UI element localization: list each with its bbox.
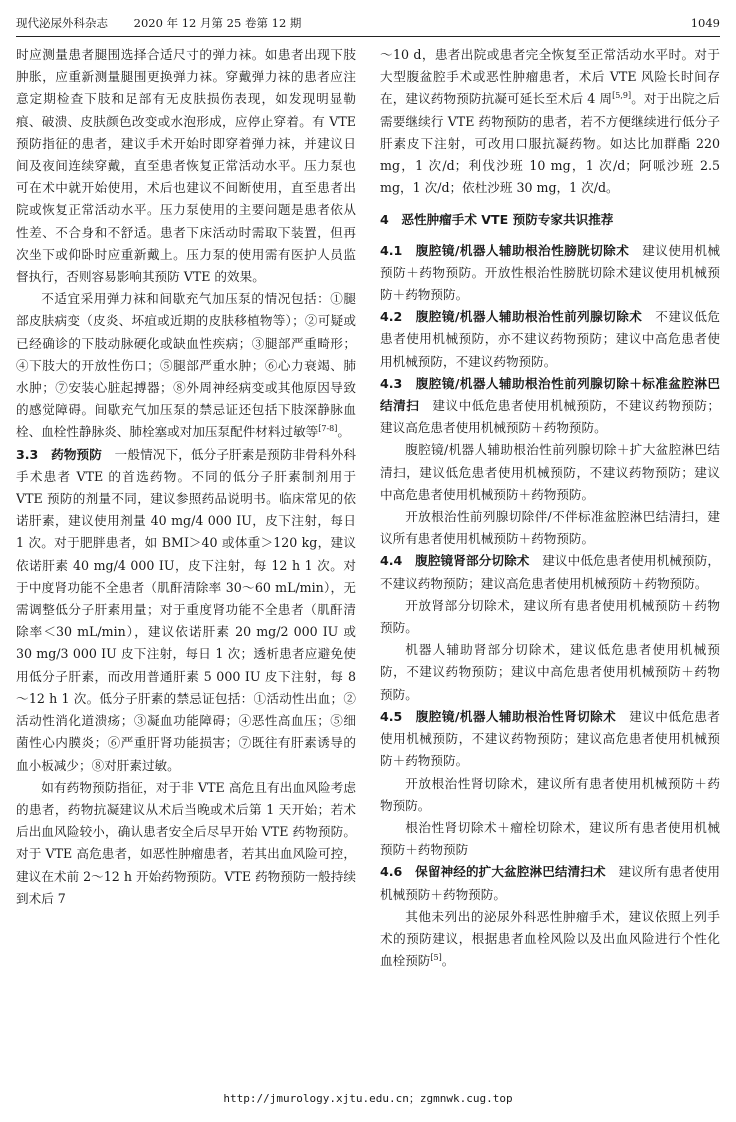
paragraph-text: 建议中低危患者使用机械预防，不建议药物预防；建议高危患者使用机械预防＋药物预防。 xyxy=(380,398,720,436)
paragraph-text: 。对于出院之后需要继续行 VTE 药物预防的患者，若不方便继续进行低分子肝素皮下注射，可改用口服抗凝药物。如达比加群酯 220 mg，1 次/d；利伐沙班 10 mg，1 次/d；阿哌沙班 2.5 mg，1 次/d；依杜沙班 30 mg，1 次/d。 xyxy=(380,91,720,196)
section-heading-3-3: 3.3 药物预防 xyxy=(16,446,102,462)
paragraph: 腹腔镜/机器人辅助根治性前列腺切除＋扩大盆腔淋巴结清扫，建议低危患者使用机械预防，不建议药物预防；建议中高危患者使用机械预防＋药物预防。 xyxy=(380,442,720,502)
paragraph: 时应测量患者腿围选择合适尺寸的弹力袜。如患者出现下肢肿胀，应重新测量腿围更换弹力袜。穿戴弹力袜的患者应注意定期检查下肢和足部有无皮肤损伤表现，如发现明显勒痕、破溃、皮肤颜色改变或水泡形成，应停止穿着。有 VTE 预防指征的患者，建议手术开始时即穿着弹力袜，并建议日间及夜间连续穿戴，直至患者恢复正常活动水平。压力泵也可在术中就开始使用，术后也建议不间断使用，直至患者出院或恢复正常活动水平。压力泵使用的主要问题是患者依从性差、不合身和不舒适。患者下床活动时需取下装置，但再次坐下或仰卧时应重新戴上。压力泵的使用需有医护人员监督执行，否则容易影响其预防 VTE 的效果。 xyxy=(16,47,356,285)
page-number: 1049 xyxy=(690,16,720,30)
paragraph xyxy=(16,444,356,777)
citation: [5,9] xyxy=(612,91,632,101)
paragraph-text: 建议中低危患者使用机械预防，不建议药物预防；建议高危患者使用机械预防＋药物预防。 xyxy=(380,708,720,769)
paragraph xyxy=(380,373,720,440)
issue-info: 2020 年 12 月第 25 卷第 12 期 xyxy=(133,16,302,30)
paragraph: 根治性肾切除术＋瘤栓切除术，建议所有患者使用机械预防＋药物预防 xyxy=(380,819,720,858)
right-column xyxy=(380,44,720,1082)
paragraph-text: 。 xyxy=(337,424,350,440)
two-column-body xyxy=(16,44,720,1082)
citation: [5] xyxy=(430,952,442,962)
paragraph-text: 不适宜采用弹力袜和间歇充气加压泵的情况包括：①腿部皮肤病变（皮炎、坏疽或近期的皮肤移植物等）；②可疑或已经确诊的下肢动脉硬化或缺血性疾病；③腿部严重畸形；④下肢大的开放性伤口；⑤腿部严重水肿；⑥心力衰竭、肺水肿；⑦安装心脏起搏器；⑧外周神经病变或其他原因导致的感觉障碍。间歇充气加压泵的禁忌证还包括下肢深静脉血栓、血栓性静脉炎、肺栓塞或对加压泵配件材料过敏等 xyxy=(16,291,356,440)
paragraph-text: 建议所有患者使用机械预防＋药物预防。 xyxy=(380,864,720,902)
section-heading-4-1: 4.1 腹腔镜/机器人辅助根治性膀胱切除术 xyxy=(380,242,630,258)
section-heading-4-6: 4.6 保留神经的扩大盆腔淋巴结清扫术 xyxy=(380,864,606,880)
paragraph-text: 其他未列出的泌尿外科恶性肿瘤手术，建议依照上列手术的预防建议，根据患者血栓风险以及出血风险进行个性化血栓预防 xyxy=(380,908,720,969)
citation: [7-8] xyxy=(318,424,338,434)
header-left xyxy=(16,10,323,36)
section-heading-4-3: 4.3 腹腔镜/机器人辅助根治性前列腺切除＋标准盆腔淋巴结清扫 xyxy=(380,375,720,414)
paragraph xyxy=(380,906,720,973)
paragraph: 机器人辅助肾部分切除术，建议低危患者使用机械预防，不建议药物预防；建议中高危患者使用机械预防＋药物预防。 xyxy=(380,642,720,702)
paragraph xyxy=(380,861,720,905)
paragraph-text: 不建议低危患者使用机械预防，亦不建议药物预防；建议中高危患者使用机械预防，不建议药物预防。 xyxy=(380,309,720,369)
paragraph-text: 。 xyxy=(441,953,455,969)
paragraph xyxy=(16,288,356,443)
paragraph: 开放根治性肾切除术，建议所有患者使用机械预防＋药物预防。 xyxy=(380,775,720,813)
section-heading-4: 4 恶性肿瘤手术 VTE 预防专家共识推荐 xyxy=(380,212,614,228)
paragraph xyxy=(380,240,720,307)
journal-name: 现代泌尿外科杂志 xyxy=(16,16,108,30)
paragraph-text: 建议中低危患者使用机械预防，不建议药物预防；建议高危患者使用机械预防＋药物预防。 xyxy=(380,553,720,591)
section-heading-4-5: 4.5 腹腔镜/机器人辅助根治性肾切除术 xyxy=(380,708,617,724)
paragraph: 如有药物预防指征，对于非 VTE 高危且有出血风险考虑的患者，药物抗凝建议从术后当晚或术后第 1 天开始；若术后出血风险较小，确认患者安全后尽早开始 VTE 药物预防。对于 VTE 高危患者，如恶性肿瘤患者，若其出血风险可控，建议在术前 2～12 h 开始药物预防。VTE 药物预防一般持续到术后 7 xyxy=(16,779,356,906)
paragraph xyxy=(380,306,720,373)
paragraph-text: 建议使用机械预防＋药物预防。开放性根治性膀胱切除术建议使用机械预防＋药物预防。 xyxy=(380,242,720,303)
left-column xyxy=(16,44,356,1082)
paragraph: 开放肾部分切除术，建议所有患者使用机械预防＋药物预防。 xyxy=(380,597,720,636)
paragraph-text: ～10 d，患者出院或患者完全恢复至正常活动水平时。对于大型腹盆腔手术或恶性肿瘤患者，术后 VTE 风险长时间存在，建议药物预防抗凝可延长至术后 4 周 xyxy=(380,47,720,107)
paragraph-text: 一般情况下，低分子肝素是预防非骨科外科手术患者 VTE 的首选药物。不同的低分子肝素制剂用于 VTE 预防的剂量不同，建议参照药品说明书。临床常见的依诺肝素，建议使用剂量 40 mg/4 000 IU，皮下注射，每日 1 次。对于肥胖患者，如 BMI＞40 或体重＞120 kg，建议依诺肝素 40 mg/4 000 IU，皮下注射，每 12 h 1 次。对于中度肾功能不全患者（肌酐清除率 30～60 mL/min），无需调整低分子肝素用量；对于重度肾功能不全患者（肌酐清除率＜30 mL/min），建议依诺肝素 20 mg/2 000 IU 或 30 mg/3 000 IU 皮下注射，每日 1 次；透析患者应避免使用低分子肝素，而改用普通肝素 5 000 IU 皮下注射，每 8～12 h 1 次。低分子肝素的禁忌证包括：①活动性出血；②活动性消化道溃疡；③凝血功能障碍；④恶性高血压；⑤细菌性心内膜炎；⑥严重肝肾功能损害；⑦既往有肝素诱导的血小板减少；⑧对肝素过敏。 xyxy=(16,446,356,773)
running-header xyxy=(16,10,720,37)
footer-url[interactable]: http://jmurology.xjtu.edu.cn；zgmnwk.cug.top xyxy=(223,1092,513,1105)
paragraph xyxy=(380,706,720,773)
section-heading-4-2: 4.2 腹腔镜/机器人辅助根治性前列腺切除术 xyxy=(380,309,643,325)
section-heading-4-4: 4.4 腹腔镜肾部分切除术 xyxy=(380,553,530,569)
paragraph xyxy=(380,550,720,594)
paragraph: 开放根治性前列腺切除伴/不伴标准盆腔淋巴结清扫，建议所有患者使用机械预防＋药物预防。 xyxy=(380,509,720,547)
paragraph xyxy=(380,44,720,199)
